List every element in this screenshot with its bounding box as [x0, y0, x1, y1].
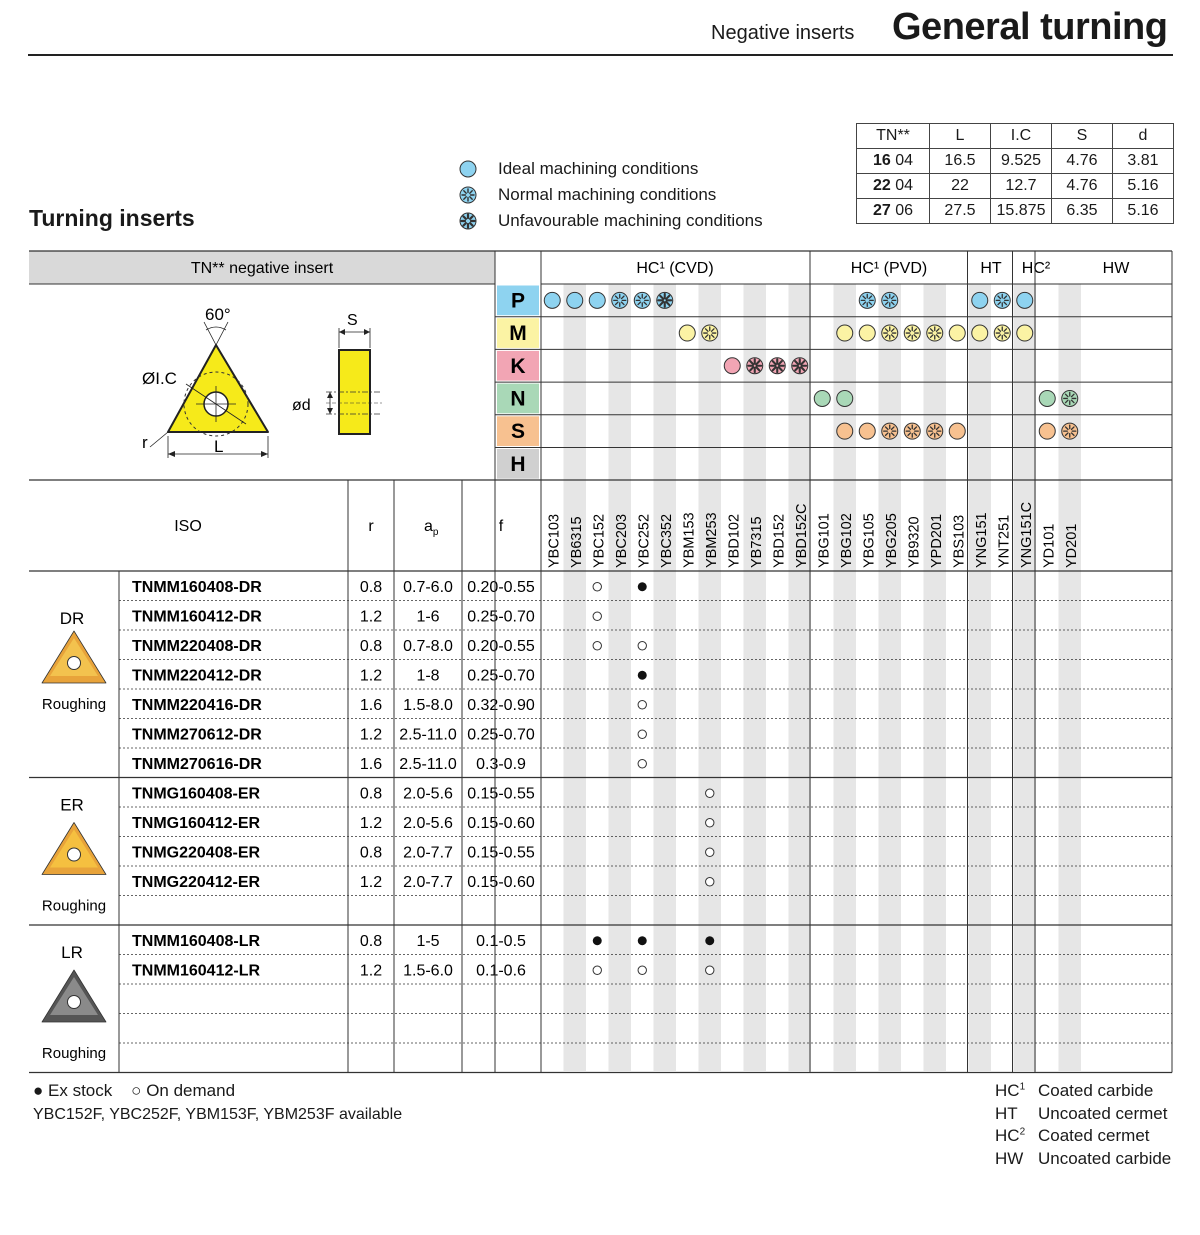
insert-drawing	[142, 305, 382, 458]
dims-header-cell: I.C	[991, 124, 1052, 149]
column-stripe	[699, 284, 722, 1071]
angle-label: 60°	[205, 305, 231, 324]
feed-value: 0.15-0.60	[467, 814, 535, 832]
column-stripe	[924, 284, 947, 1071]
dims-thickness: 06	[895, 202, 914, 219]
feed-value: 0.20-0.55	[467, 637, 535, 655]
section-name: DR	[59, 609, 85, 628]
insert-triangle-shape	[168, 345, 268, 432]
dims-cell: 5.16	[1113, 199, 1174, 224]
on-demand-mark	[706, 789, 714, 797]
normal-condition-icon	[994, 325, 1010, 341]
dims-cell: 5.16	[1113, 174, 1174, 199]
dims-cell: 16.5	[930, 149, 991, 174]
ideal-condition-icon	[949, 423, 965, 439]
section-type: Roughing	[41, 897, 107, 915]
unfavourable-condition-icon	[747, 358, 763, 374]
iso-code: TNMM220408-DR	[132, 637, 262, 655]
dims-cell: 15.875	[991, 199, 1052, 224]
material-n-label: N	[510, 387, 526, 411]
depth-value: 2.5-11.0	[399, 755, 457, 773]
dims-size: 16	[872, 152, 891, 169]
grade-label: YB6315	[568, 516, 585, 568]
on-demand-mark	[638, 701, 646, 709]
on-demand-mark	[706, 819, 714, 827]
ideal-condition-icon	[837, 423, 853, 439]
ideal-condition-icon	[859, 325, 875, 341]
unfavourable-condition-icon	[769, 358, 785, 374]
abbr-item	[995, 1126, 1171, 1149]
ex-stock-mark	[593, 936, 602, 945]
radius-value: 1.6	[359, 755, 383, 773]
ideal-condition-icon	[837, 325, 853, 341]
ideal-condition-icon	[949, 325, 965, 341]
depth-value: 2.0-5.6	[403, 814, 453, 832]
table-row	[132, 608, 601, 625]
dims-header-cell: S	[1052, 124, 1113, 149]
iso-code: TNMM160408-DR	[132, 578, 262, 596]
grade-label: YD101	[1041, 523, 1058, 568]
ideal-condition-icon	[1017, 325, 1033, 341]
radius-value: 0.8	[359, 637, 383, 655]
dims-cell: 22	[930, 174, 991, 199]
grade-label: YBG101	[816, 513, 833, 568]
ex-stock-mark	[705, 936, 714, 945]
ideal-condition-icon	[724, 358, 740, 374]
radius-value: 1.2	[359, 873, 383, 891]
abbr-key-text: HT	[995, 1103, 1018, 1123]
on-demand-mark	[593, 612, 601, 620]
radius-value: 1.2	[359, 608, 383, 626]
depth-header-sub: p	[432, 527, 439, 538]
feed-value: 0.32-0.90	[467, 696, 535, 714]
on-demand-mark	[638, 730, 646, 738]
feed-value: 0.15-0.55	[467, 844, 535, 862]
depth-value: 1-5	[416, 932, 440, 950]
normal-condition-icon	[612, 292, 628, 308]
on-demand-mark	[706, 848, 714, 856]
normal-condition-icon	[927, 325, 943, 341]
feed-value: 0.20-0.55	[467, 578, 535, 596]
ex-stock-icon: ●	[33, 1081, 44, 1100]
grade-label: YPD201	[928, 513, 945, 568]
depth-value: 2.0-7.7	[403, 873, 453, 891]
abbr-value: Uncoated cermet	[1038, 1103, 1168, 1123]
dims-size: 27	[872, 202, 891, 219]
normal-condition-icon	[1062, 390, 1078, 406]
grade-label: YD201	[1063, 523, 1080, 568]
ex-stock-mark	[638, 582, 647, 591]
hole-diameter-label: ød	[292, 397, 311, 414]
ex-stock-mark	[638, 671, 647, 680]
ideal-condition-icon	[544, 292, 560, 308]
feed-value: 0.1-0.5	[476, 932, 526, 950]
dims-cell: 4.76	[1052, 174, 1113, 199]
feed-value: 0.25-0.70	[467, 608, 535, 626]
unfavourable-condition-icon	[792, 358, 808, 374]
insert-icon	[42, 631, 106, 683]
ideal-condition-icon	[972, 292, 988, 308]
normal-condition-icon	[882, 292, 898, 308]
grade-label: YNT251	[996, 514, 1013, 568]
ex-stock-label: Ex stock	[48, 1081, 113, 1100]
iso-code: TNMG220412-ER	[132, 873, 261, 891]
dims-header-cell: d	[1113, 124, 1174, 149]
section-lr	[42, 943, 106, 1062]
abbreviations	[995, 1081, 1171, 1171]
insert-icon	[42, 823, 106, 875]
insert-icon	[42, 970, 106, 1022]
feed-value: 0.3-0.9	[476, 755, 526, 773]
ideal-condition-icon	[589, 292, 605, 308]
ideal-condition-icon	[1017, 292, 1033, 308]
stock-legend	[33, 1081, 235, 1101]
feed-value: 0.25-0.70	[467, 667, 535, 685]
grade-label: YBG105	[861, 513, 878, 568]
column-stripe	[789, 284, 812, 1071]
radius-value: 1.2	[359, 814, 383, 832]
column-stripe	[1014, 284, 1037, 1071]
thickness-label: S	[347, 312, 358, 329]
material-m-label: M	[509, 322, 527, 346]
ideal-condition-icon	[1039, 423, 1055, 439]
radius-value: 1.2	[359, 962, 383, 980]
dims-cell: 9.525	[991, 149, 1052, 174]
radius-value: 0.8	[359, 844, 383, 862]
grade-label: YBC152	[591, 513, 608, 568]
depth-value: 1-8	[416, 667, 440, 685]
abbr-item	[995, 1081, 1171, 1104]
section-name: ER	[60, 795, 84, 815]
abbr-key-text: HW	[995, 1148, 1024, 1168]
ideal-condition-icon	[814, 390, 830, 406]
abbr-value: Uncoated carbide	[1038, 1148, 1172, 1168]
column-stripe	[564, 284, 587, 1071]
radius-header: r	[368, 518, 374, 535]
material-h-label: H	[510, 452, 526, 476]
iso-header: ISO	[174, 518, 202, 535]
dims-size: 22	[872, 177, 891, 194]
dims-header-cell: L	[930, 124, 991, 149]
insert-title: TN** negative insert	[190, 260, 334, 277]
iso-code: TNMG220408-ER	[132, 844, 261, 862]
abbr-value: Coated cermet	[1038, 1126, 1150, 1145]
grade-label: YNG151	[973, 512, 990, 568]
ideal-condition-icon	[859, 423, 875, 439]
feed-value: 0.1-0.6	[476, 962, 526, 980]
legend-normal-label: Normal machining conditions	[498, 185, 717, 204]
depth-value: 1.5-6.0	[403, 962, 453, 980]
group-hc1-cvd: HC¹ (CVD)	[636, 260, 714, 277]
radius-value: 1.6	[359, 696, 383, 714]
iso-code: TNMG160412-ER	[132, 814, 261, 832]
on-demand-mark	[638, 966, 646, 974]
abbr-key-sup: 2	[1019, 1126, 1026, 1138]
group-hw: HW	[1102, 260, 1130, 277]
normal-condition-icon	[994, 292, 1010, 308]
grade-label: YBC252	[636, 513, 653, 568]
dims-thickness: 04	[895, 177, 914, 194]
unfavourable-condition-icon	[657, 292, 673, 308]
depth-header	[424, 518, 439, 538]
abbr-key-text: HC	[995, 1081, 1020, 1100]
header-subtitle: Negative inserts	[711, 22, 855, 44]
section-type: Roughing	[41, 1045, 107, 1062]
iso-code: TNMM270612-DR	[132, 726, 262, 744]
feed-value: 0.15-0.60	[467, 873, 535, 891]
section-title: Turning inserts	[29, 205, 195, 231]
abbr-key-sup: 1	[1019, 1081, 1026, 1093]
length-label: L	[214, 437, 224, 456]
radius-value: 1.2	[359, 726, 383, 744]
grade-label: YBS103	[951, 514, 968, 568]
ideal-condition-icon	[837, 390, 853, 406]
grade-label: YBC203	[613, 513, 630, 568]
iso-code: TNMM270616-DR	[132, 755, 262, 773]
material-k-label: K	[510, 354, 526, 378]
iso-code: TNMM220412-DR	[132, 667, 262, 685]
legend-ideal-label: Ideal machining conditions	[498, 159, 699, 178]
section-name: LR	[61, 943, 83, 962]
page-title: General turning	[892, 6, 1168, 48]
column-stripe	[609, 284, 632, 1071]
normal-condition-icon	[859, 292, 875, 308]
normal-condition-icon	[882, 423, 898, 439]
column-stripe	[969, 284, 992, 1071]
depth-header-main: a	[424, 518, 433, 535]
depth-value: 0.7-6.0	[403, 578, 453, 596]
dims-cell: 4.76	[1052, 149, 1113, 174]
on-demand-mark	[638, 642, 646, 650]
grade-label: YBM153	[681, 512, 698, 568]
radius-value: 0.8	[359, 932, 383, 950]
column-stripe	[654, 284, 677, 1071]
iso-code: TNMM160408-LR	[132, 932, 261, 950]
grade-label: YBD102	[726, 513, 743, 568]
feed-value: 0.25-0.70	[467, 726, 535, 744]
dims-cell: 6.35	[1052, 199, 1113, 224]
dims-thickness: 04	[895, 152, 914, 169]
ideal-condition-icon	[972, 325, 988, 341]
group-hc2: HC²	[1021, 260, 1051, 277]
grade-label: YBG205	[883, 513, 900, 568]
material-p-label: P	[510, 289, 526, 313]
column-stripe	[744, 284, 767, 1071]
insert-sections	[42, 609, 106, 1062]
group-ht: HT	[980, 260, 1002, 277]
ex-stock-mark	[638, 936, 647, 945]
dims-header-cell: TN**	[857, 124, 930, 149]
available-note: YBC152F, YBC252F, YBM153F, YBM253F available	[33, 1106, 403, 1123]
iso-code: TNMM220416-DR	[132, 696, 262, 714]
abbr-key	[995, 1126, 1038, 1146]
normal-condition-icon	[904, 423, 920, 439]
ic-label: ØI.C	[142, 369, 177, 388]
radius-label: r	[142, 433, 148, 452]
on-demand-label: On demand	[146, 1081, 236, 1100]
radius-value: 1.2	[359, 667, 383, 685]
material-s-label: S	[510, 420, 526, 444]
on-demand-mark	[593, 966, 601, 974]
feed-value: 0.15-0.55	[467, 785, 535, 803]
grade-label: YBD152	[771, 513, 788, 568]
on-demand-mark	[706, 966, 714, 974]
abbr-key	[995, 1149, 1038, 1169]
iso-code: TNMG160408-ER	[132, 785, 261, 803]
normal-condition-icon	[634, 292, 650, 308]
on-demand-mark	[706, 878, 714, 886]
radius-value: 0.8	[359, 785, 383, 803]
feed-header: f	[498, 518, 504, 535]
group-hc1-pvd: HC¹ (PVD)	[850, 260, 928, 277]
normal-condition-icon	[702, 325, 718, 341]
normal-condition-icon	[927, 423, 943, 439]
on-demand-mark	[638, 760, 646, 768]
section-type: Roughing	[41, 696, 107, 713]
grade-label: YBC352	[658, 513, 675, 568]
abbr-key	[995, 1104, 1038, 1124]
normal-condition-icon	[1062, 423, 1078, 439]
grade-label: YBM253	[703, 512, 720, 568]
on-demand-icon: ○	[131, 1081, 142, 1100]
dims-cell: 12.7	[991, 174, 1052, 199]
normal-condition-icon	[904, 325, 920, 341]
depth-value: 1.5-8.0	[403, 696, 453, 714]
abbr-item	[995, 1104, 1171, 1127]
section-er	[42, 796, 106, 915]
depth-value: 0.7-8.0	[403, 637, 453, 655]
on-demand-mark	[593, 642, 601, 650]
section-dr	[42, 609, 106, 713]
grade-label: YB7315	[748, 516, 765, 568]
depth-value: 1-6	[416, 608, 440, 626]
grade-label: YB9320	[906, 516, 923, 568]
grade-label: YBG102	[838, 513, 855, 568]
dims-cell: 3.81	[1113, 149, 1174, 174]
ideal-condition-icon	[567, 292, 583, 308]
ideal-condition-icon	[679, 325, 695, 341]
dims-cell: 27.5	[930, 199, 991, 224]
grade-label: YBC103	[546, 513, 563, 568]
grade-label: YBD152C	[793, 503, 810, 568]
depth-value: 2.5-11.0	[399, 726, 457, 744]
normal-condition-icon	[882, 325, 898, 341]
iso-code: TNMM160412-DR	[132, 608, 262, 626]
abbr-item	[995, 1149, 1171, 1172]
depth-value: 2.0-5.6	[403, 785, 453, 803]
abbr-key	[995, 1081, 1038, 1101]
grade-label: YNG151C	[1018, 501, 1035, 568]
abbr-value: Coated carbide	[1038, 1081, 1154, 1100]
depth-value: 2.0-7.7	[403, 844, 453, 862]
iso-code: TNMM160412-LR	[132, 962, 261, 980]
ideal-condition-icon	[1039, 390, 1055, 406]
radius-value: 0.8	[359, 578, 383, 596]
column-stripe	[879, 284, 902, 1071]
abbr-key-text: HC	[995, 1126, 1020, 1145]
on-demand-mark	[593, 583, 601, 591]
legend-unfavourable-label: Unfavourable machining conditions	[498, 211, 763, 230]
